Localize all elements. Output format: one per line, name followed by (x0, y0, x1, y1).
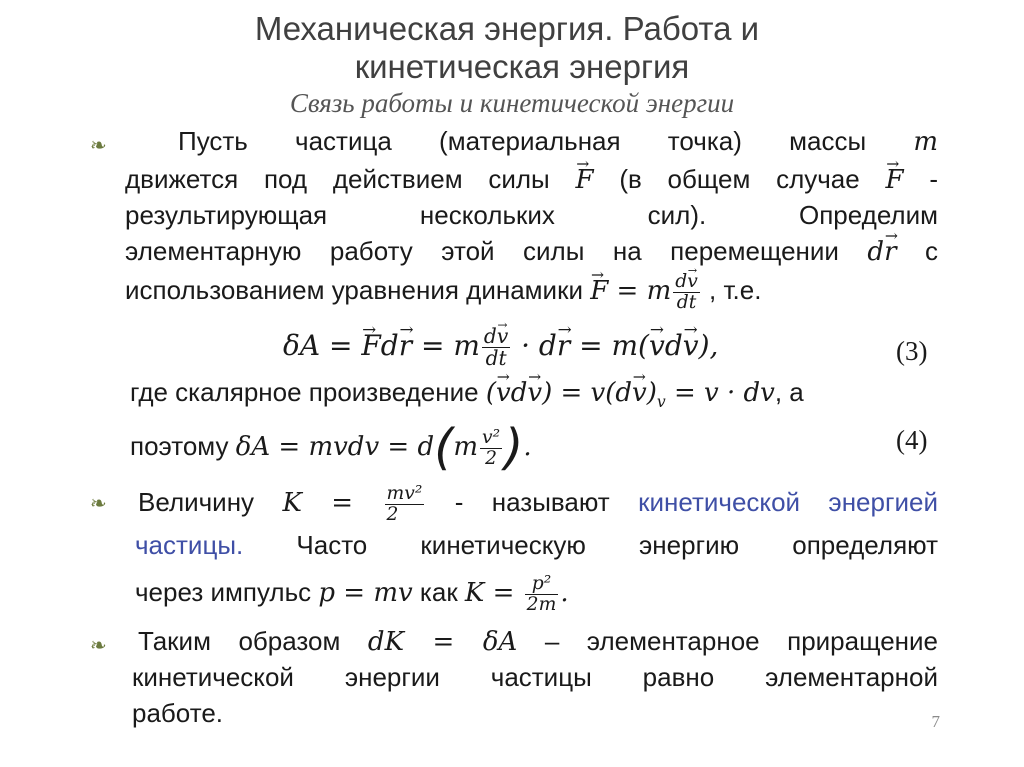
math-momentum: p = mv (318, 578, 413, 609)
p2-text: Величину (138, 487, 255, 518)
fleuron-bullet-icon: ❧ (90, 491, 107, 515)
p2-text: - называют (454, 487, 610, 518)
slide-title-line1: Механическая энергия. Работа и (254, 10, 760, 47)
p1b-line1 (130, 377, 804, 411)
equation-3: δA = → Fd→ r = m $\frac{d\to v}{dt}$ · d→ r = m(→ vd→ v), (283, 326, 718, 369)
math-kinetic-energy-momentum: K = $\frac{\text{p²}}{2m}$ . (464, 573, 569, 615)
p3-line1 (138, 626, 938, 657)
math-dr: d→ r (867, 237, 896, 267)
math-work-differential: δA = mvdv = d(m $\frac{\text{v²}}{2}$ ). (235, 418, 532, 476)
p1b-text: где скалярное произведение (130, 377, 479, 407)
page-number: 7 (931, 712, 940, 731)
p1-text: Пусть частица (материальная точка) массы (178, 126, 867, 156)
slide-subtitle: Связь работы и кинетической энергии (289, 88, 735, 118)
equation-4-number: (4) (896, 425, 928, 455)
slide-title-line2: кинетическая энергия (354, 48, 690, 85)
p1-text: движется под действием силы (125, 164, 550, 194)
p2-line1 (138, 484, 938, 524)
p1-line4 (125, 236, 938, 267)
p1-line2 (125, 164, 938, 195)
p1-text: , т.е. (709, 275, 762, 306)
p1-text: элементарную работу этой силы на перемещении (125, 236, 839, 266)
p1b-text: , а (774, 377, 804, 407)
p2-line3 (135, 574, 569, 614)
equation-3-number: (3) (896, 336, 928, 366)
p2-text: Часто кинетическую энергию определяют (296, 530, 938, 560)
math-force-vector: → F (576, 165, 594, 195)
math-m: m (913, 127, 938, 157)
p3-text: – элементарное приращение (544, 626, 938, 656)
p2-text: через импульс (135, 577, 312, 608)
math-scalar-product: (→ $vd\to v) = v(d\to v)_v = v$ · dv (486, 378, 775, 408)
p1-line5 (125, 272, 761, 312)
term-kinetic-energy: кинетической энергией (638, 487, 938, 518)
p3-line2: кинетической энергии частицы равно элементарной (132, 662, 938, 692)
math-force-vector: → F (886, 165, 904, 195)
math-dynamics-equation: → F = m $\frac{d\to v}{dt}$ (590, 276, 702, 306)
p1-line1 (128, 126, 938, 157)
p1-text: (в общем случае (619, 164, 860, 194)
fleuron-bullet-icon: ❧ (90, 133, 107, 157)
p3-line3: работе. (132, 698, 223, 728)
math-kinetic-energy: K = $\frac{\text{mv²}}{2}$ (282, 483, 423, 525)
p1b-text: поэтому (130, 431, 229, 462)
fleuron-bullet-icon: ❧ (90, 633, 107, 657)
p2-line2 (135, 530, 938, 561)
term-kinetic-energy-cont: частицы. (135, 530, 244, 560)
p3-text: Таким образом (138, 626, 341, 656)
p1-text: - (929, 164, 938, 194)
p2-text: как (419, 577, 458, 608)
p1-text: с (925, 236, 938, 266)
p1-line3: результирующая нескольких сил). Определим (125, 200, 938, 230)
p1-text: использованием уравнения динамики (125, 275, 583, 306)
math-dk-equals-da: dK = δA (367, 627, 518, 657)
p1b-line2 (130, 418, 532, 476)
